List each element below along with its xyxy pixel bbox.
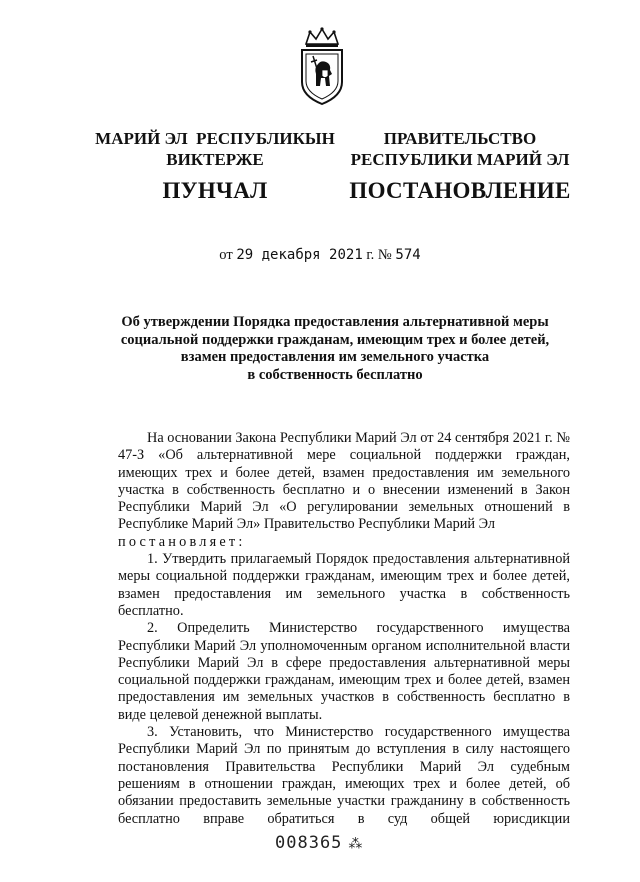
document-number: 574: [395, 247, 421, 263]
header-left-block: [95, 128, 335, 205]
document-date: 29 декабря 2021: [236, 247, 363, 263]
title-line: в собственность бесплатно: [247, 366, 423, 383]
header-right-block: [345, 128, 575, 205]
item-2-paragraph: 2. Определить Министерство государственного имущества Республики Марий Эл уполномоченным органом исполнительной власти Республики Марий Эл в сфере предоставления альтернативной меры социальной поддержки гражданам, имеющим трех и более детей, взамен предоставления им земельных участков в собственность бесплатно в виде целевой денежной выплаты.: [118, 620, 570, 723]
header-right-line2: РЕСПУБЛИКИ МАРИЙ ЭЛ: [350, 150, 570, 169]
serial-number: 008365: [275, 833, 343, 853]
header-right-doc-type: ПОСТАНОВЛЕНИЕ: [349, 178, 571, 203]
document-title: [110, 314, 560, 384]
item-1-paragraph: 1. Утвердить прилагаемый Порядок предоставления альтернативной меры социальной поддержки гражданам, имеющим трех и более детей, взамен предоставления им земельного участка в собственность бесплатно.: [118, 551, 570, 619]
header-left-line2: ВИКТЕРЖЕ: [166, 150, 264, 169]
document-body: [118, 430, 570, 828]
title-line: социальной поддержки гражданам, имеющим трех и более детей,: [120, 331, 550, 348]
serial-stamp: [275, 833, 363, 853]
title-line: взамен предоставления им земельного участка: [180, 349, 490, 365]
coat-of-arms-icon: [296, 26, 348, 106]
intro-paragraph: На основании Закона Республики Марий Эл от 24 сентября 2021 г. № 47-З «Об альтернативной мере социальной поддержки граждан, имеющих трех и более детей, взамен предоставления им земельного участка в собственность бесплатно и о внесении изменений в Закон Республики Марий Эл «О регулировании земельных отношений в Республике Марий Эл» Правительство Республики Марий Эл: [118, 430, 570, 533]
resolve-word: постановляет:: [118, 533, 246, 550]
date-prefix: от: [219, 247, 237, 263]
header-left-doc-type: ПУНЧАЛ: [162, 178, 268, 203]
title-line: Об утверждении Порядка предоставления альтернативной меры: [121, 314, 549, 330]
item-3-paragraph: 3. Установить, что Министерство государственного имущества Республики Марий Эл по принятым до вступления в силу настоящего постановления Правительства Республики Марий Эл судебным решениям в отношении граждан, имеющих трех и более детей, об обязании предоставить земельные участки гражданину в собственность бесплатно вправе обратиться в суд общей юрисдикции: [118, 724, 570, 827]
document-date-line: [0, 247, 640, 264]
header-left-line1: МАРИЙ ЭЛ РЕСПУБЛИКЫН: [95, 129, 335, 148]
date-middle: г. №: [362, 247, 396, 263]
header-right-line1: ПРАВИТЕЛЬСТВО: [383, 129, 537, 148]
stamp-mark-icon: ⁂: [348, 836, 364, 852]
